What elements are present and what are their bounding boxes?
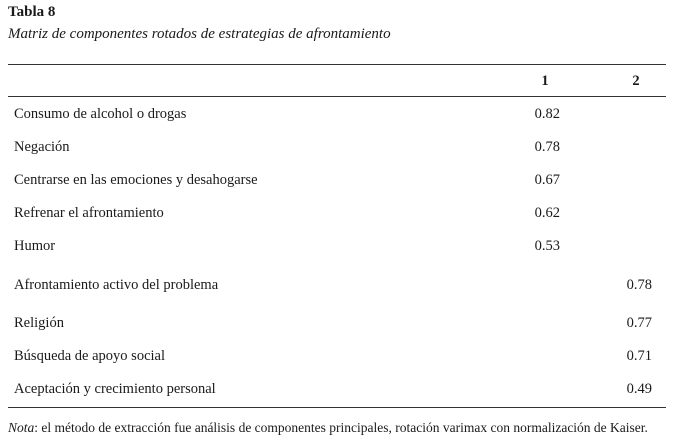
row-label: Aceptación y crecimiento personal [14,381,216,397]
row-value-1: 0.78 [534,139,560,155]
table-row [0,348,682,368]
row-value-2: 0.71 [626,348,652,364]
table-label: Tabla 8 [8,4,56,20]
row-value-1: 0.62 [534,205,560,221]
row-label: Humor [14,238,56,254]
table-row [0,106,682,126]
table-caption: Matriz de componentes rotados de estrategias de afrontamiento [8,26,391,42]
bottom-rule [8,407,666,408]
row-label: Consumo de alcohol o drogas [14,106,187,122]
row-label: Afrontamiento activo del problema [14,277,219,293]
row-label: Búsqueda de apoyo social [14,348,166,364]
row-value-2: 0.78 [626,277,652,293]
row-label: Negación [14,139,70,155]
table-row [0,277,682,297]
row-value-1: 0.67 [534,172,560,188]
row-value-2: 0.77 [626,315,652,331]
row-value-1: 0.53 [534,238,560,254]
note-text: : el método de extracción fue análisis de componentes principales, rotación varimax con normalización de Kaiser. [34,420,648,435]
row-label: Centrarse en las emociones y desahogarse [14,172,258,188]
table-row [0,139,682,159]
row-label: Religión [14,315,64,331]
table-row [0,172,682,192]
row-label: Refrenar el afrontamiento [14,205,164,221]
column-header-1: 1 [541,73,549,89]
table-row [0,315,682,335]
header-rule [8,96,666,97]
table-row [0,238,682,258]
table-row [0,381,682,401]
row-value-2: 0.49 [626,381,652,397]
column-header-2: 2 [632,73,640,89]
top-rule [8,64,666,65]
table-row [0,205,682,225]
table-note [8,420,648,436]
note-label: Nota [8,420,35,435]
row-value-1: 0.82 [534,106,560,122]
